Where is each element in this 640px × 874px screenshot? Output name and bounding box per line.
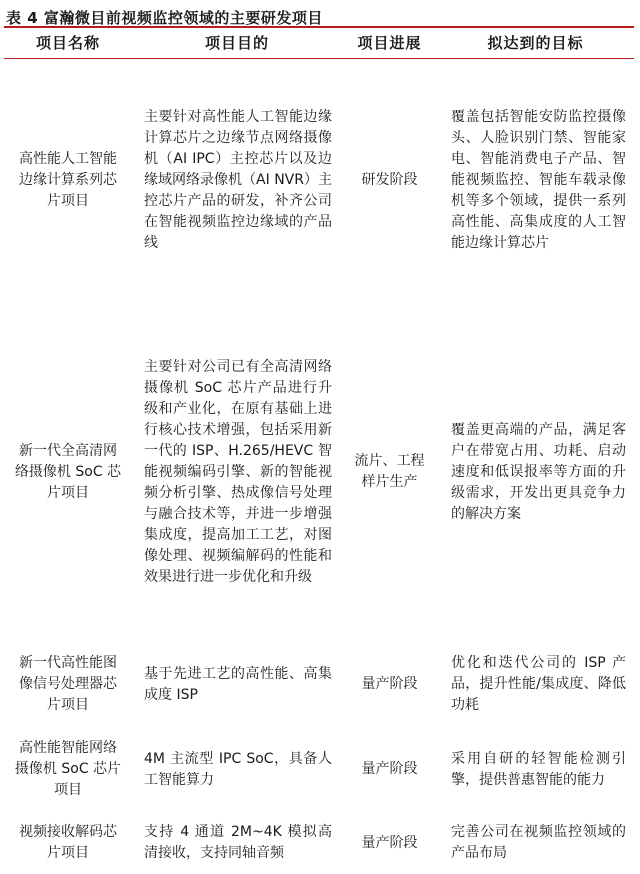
project-goal: 完善公司在视频监控领域的产品布局	[451, 824, 626, 861]
project-purpose-cell	[132, 59, 342, 303]
project-goal: 覆盖更高端的产品，满足客户在带宽占用、功耗、启动速度和低误报率等方面的升级需求，开发出更具竞争力的解决方案	[451, 421, 626, 522]
project-purpose: 主要针对高性能人工智能边缘计算芯片之边缘节点网络摄像机（AI IPC）主控芯片以及边缘域网络录像机（AI NVR）主控芯片产品的研发，补齐公司在智能视频监控边缘域的产品线	[144, 109, 332, 251]
project-progress: 量产阶段	[361, 834, 418, 851]
project-purpose: 主要针对公司已有全高清网络摄像机 SoC 芯片产品进行升级和产业化，在原有基础上进行核心技术增强，包括采用新一代的 ISP、H.265/HEVC 智能视频编码引擎、新的智能视频分析引擎、热成像信号处理与融合技术等，并进一步增强集成度，提高加工工艺，对图像处理、视频编解码的性能和效果进行进一步优化和升级	[144, 358, 332, 585]
project-purpose-cell	[132, 642, 342, 727]
project-name-cell	[4, 302, 132, 642]
project-name-cell	[4, 59, 132, 303]
project-purpose-cell	[132, 302, 342, 642]
header-project-progress: 项目进展	[342, 28, 437, 59]
project-name-cell	[4, 642, 132, 727]
table-row	[4, 59, 634, 303]
project-goal: 采用自研的轻智能检测引擎，提供普惠智能的能力	[451, 750, 626, 788]
project-purpose: 支持 4 通道 2M~4K 模拟高清接收，支持同轴音频	[144, 824, 332, 861]
project-goal: 优化和迭代公司的 ISP 产品，提升性能/集成度、降低功耗	[451, 655, 626, 713]
project-name: 新一代高性能图像信号处理器芯片项目	[19, 655, 117, 713]
header-project-name: 项目名称	[4, 28, 132, 59]
table-header-row	[4, 28, 634, 59]
project-name-cell	[4, 812, 132, 874]
header-project-goal: 拟达到的目标	[437, 28, 634, 59]
project-name: 视频接收解码芯片项目	[19, 824, 117, 861]
project-goal-cell	[437, 302, 634, 642]
project-purpose: 4M 主流型 IPC SoC，具备人工智能算力	[144, 750, 332, 788]
table-row	[4, 727, 634, 812]
project-goal-cell	[437, 642, 634, 727]
project-goal: 覆盖包括智能安防监控摄像头、人脸识别门禁、智能家电、智能消费电子产品、智能视频监控、智能车载录像机等多个领域，提供一系列高性能、高集成度的人工智能边缘计算芯片	[451, 109, 626, 251]
table-title: 表 4 富瀚微目前视频监控领域的主要研发项目	[4, 8, 634, 28]
project-purpose-cell	[132, 812, 342, 874]
project-goal-cell	[437, 727, 634, 812]
table-row	[4, 642, 634, 727]
project-progress: 研发阶段	[361, 172, 418, 188]
project-goal-cell	[437, 59, 634, 303]
project-purpose: 基于先进工艺的高性能、高集成度 ISP	[144, 665, 332, 703]
project-name: 新一代全高清网络摄像机 SoC 芯片项目	[14, 442, 122, 501]
project-progress-cell	[342, 59, 437, 303]
project-purpose-cell	[132, 727, 342, 812]
table-row	[4, 302, 634, 642]
project-goal-cell	[437, 812, 634, 874]
rd-projects-table	[4, 28, 634, 874]
project-progress: 量产阶段	[361, 676, 418, 692]
project-progress: 流片、工程样片生产	[354, 453, 425, 490]
project-name: 高性能智能网络摄像机 SoC 芯片项目	[14, 740, 122, 798]
project-name-cell	[4, 727, 132, 812]
table-row	[4, 812, 634, 874]
project-progress-cell	[342, 812, 437, 874]
project-progress-cell	[342, 642, 437, 727]
project-progress-cell	[342, 302, 437, 642]
project-name: 高性能人工智能边缘计算系列芯片项目	[19, 151, 117, 209]
project-progress: 量产阶段	[361, 761, 418, 777]
project-progress-cell	[342, 727, 437, 812]
header-project-purpose: 项目目的	[132, 28, 342, 59]
